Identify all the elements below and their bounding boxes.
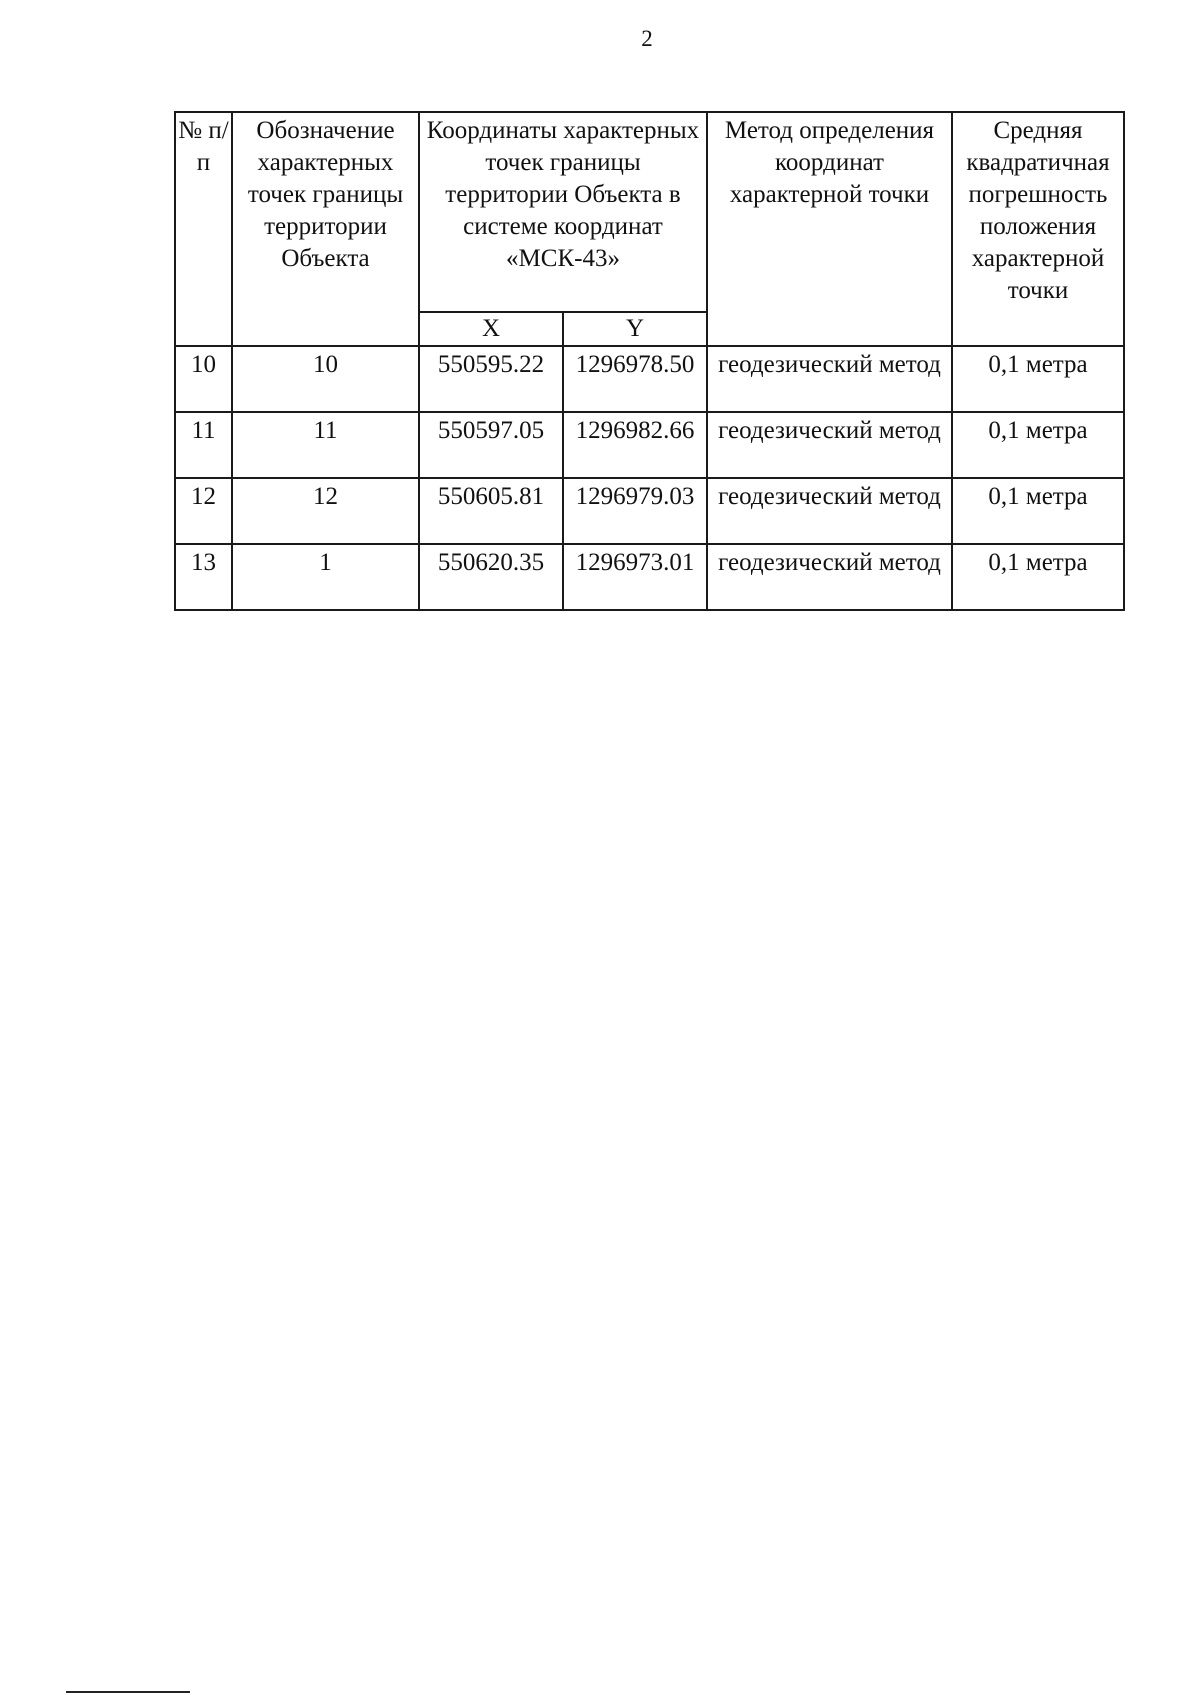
cell-point: 11 bbox=[232, 412, 419, 478]
cell-x: 550597.05 bbox=[419, 412, 563, 478]
cell-method: геодезический метод bbox=[707, 544, 952, 610]
footer-divider bbox=[66, 1691, 190, 1693]
header-row bbox=[175, 112, 1124, 312]
cell-num: 12 bbox=[175, 478, 232, 544]
cell-x: 550595.22 bbox=[419, 346, 563, 412]
cell-point: 1 bbox=[232, 544, 419, 610]
header-error: Средняя квадратичная погрешность положения характерной точки bbox=[952, 112, 1124, 346]
table-row bbox=[175, 478, 1124, 544]
cell-y: 1296982.66 bbox=[563, 412, 707, 478]
cell-error: 0,1 метра bbox=[952, 544, 1124, 610]
cell-error: 0,1 метра bbox=[952, 478, 1124, 544]
cell-y: 1296979.03 bbox=[563, 478, 707, 544]
cell-method: геодезический метод bbox=[707, 346, 952, 412]
cell-point: 12 bbox=[232, 478, 419, 544]
header-num: № п/п bbox=[175, 112, 232, 346]
table-row bbox=[175, 412, 1124, 478]
table-row bbox=[175, 544, 1124, 610]
cell-error: 0,1 метра bbox=[952, 346, 1124, 412]
cell-y: 1296973.01 bbox=[563, 544, 707, 610]
table-row bbox=[175, 346, 1124, 412]
cell-method: геодезический метод bbox=[707, 478, 952, 544]
cell-num: 11 bbox=[175, 412, 232, 478]
header-method: Метод определения координат характерной точки bbox=[707, 112, 952, 346]
cell-error: 0,1 метра bbox=[952, 412, 1124, 478]
cell-x: 550605.81 bbox=[419, 478, 563, 544]
header-y: Y bbox=[563, 312, 707, 346]
cell-point: 10 bbox=[232, 346, 419, 412]
coordinates-table bbox=[174, 111, 1125, 611]
cell-y: 1296978.50 bbox=[563, 346, 707, 412]
header-designation: Обозначение характерных точек границы территории Объекта bbox=[232, 112, 419, 346]
cell-x: 550620.35 bbox=[419, 544, 563, 610]
page-number: 2 bbox=[641, 26, 653, 51]
cell-num: 10 bbox=[175, 346, 232, 412]
cell-num: 13 bbox=[175, 544, 232, 610]
header-x: X bbox=[419, 312, 563, 346]
cell-method: геодезический метод bbox=[707, 412, 952, 478]
header-coordinates: Координаты характерных точек границы территории Объекта в системе координат «МСК-43» bbox=[419, 112, 707, 312]
